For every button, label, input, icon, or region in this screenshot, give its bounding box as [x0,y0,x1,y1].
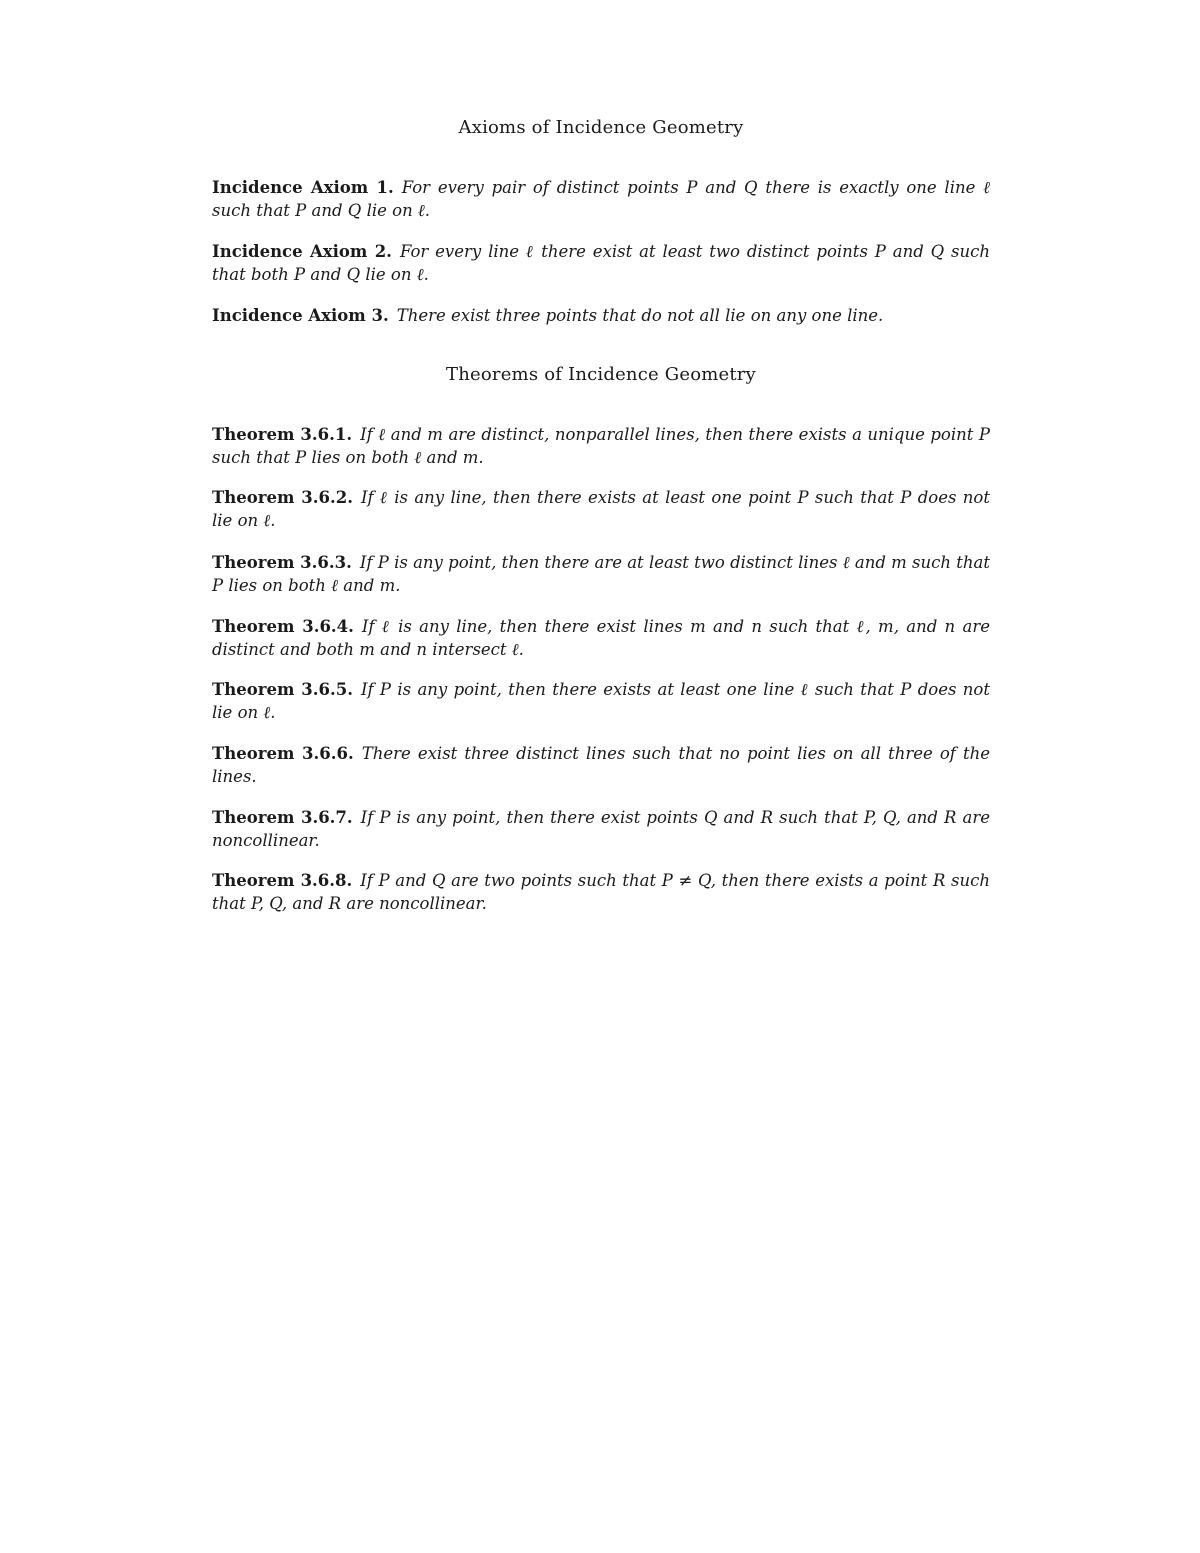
theorem-3-6-4 [212,615,990,661]
axiom-3 [212,304,990,327]
axiom-3-label: Incidence Axiom 3. [212,306,389,325]
theorems-section-title: Theorems of Incidence Geometry [446,364,756,385]
theorem-3-6-5 [212,678,990,724]
theorem-3-6-1-label: Theorem 3.6.1. [212,425,353,444]
theorem-3-6-3-label: Theorem 3.6.3. [212,553,352,572]
theorem-3-6-4-text: If ℓ is any line, then there exist lines m and n such that ℓ, m, and n are distinct and both m and n intersect ℓ. [212,617,990,659]
theorem-3-6-2-label: Theorem 3.6.2. [212,488,353,507]
theorem-3-6-8-label: Theorem 3.6.8. [212,871,353,890]
theorem-3-6-1-text: If ℓ and m are distinct, nonparallel lines, then there exists a unique point P such that P lies on both ℓ and m. [212,425,990,467]
axioms-section-title: Axioms of Incidence Geometry [458,117,744,138]
theorem-3-6-2-text: If ℓ is any line, then there exists at least one point P such that P does not lie on ℓ. [212,488,990,530]
theorem-3-6-6-text: There exist three distinct lines such that no point lies on all three of the lines. [212,744,990,786]
axiom-1 [212,176,990,222]
theorem-3-6-5-label: Theorem 3.6.5. [212,680,353,699]
theorem-3-6-4-label: Theorem 3.6.4. [212,617,354,636]
theorem-3-6-3-text: If P is any point, then there are at least two distinct lines ℓ and m such that P lies on both ℓ and m. [212,553,990,595]
theorem-3-6-7-text: If P is any point, then there exist points Q and R such that P, Q, and R are noncollinear. [212,808,990,850]
theorem-3-6-6 [212,742,990,788]
axiom-3-text: There exist three points that do not all lie on any one line. [396,306,884,325]
theorem-3-6-1 [212,423,990,469]
axiom-2 [212,240,990,286]
theorem-3-6-5-text: If P is any point, then there exists at least one line ℓ such that P does not lie on ℓ. [212,680,990,722]
axiom-2-label: Incidence Axiom 2. [212,242,392,261]
axiom-2-text: For every line ℓ there exist at least two distinct points P and Q such that both P and Q lie on ℓ. [212,242,990,284]
theorem-3-6-7 [212,806,990,852]
theorem-3-6-8 [212,869,990,915]
theorem-3-6-6-label: Theorem 3.6.6. [212,744,354,763]
theorem-3-6-8-text: If P and Q are two points such that P ≠ Q, then there exists a point R such that P, Q, and R are noncollinear. [212,871,990,913]
theorem-3-6-7-label: Theorem 3.6.7. [212,808,353,827]
theorem-3-6-2 [212,486,990,532]
axiom-1-text: For every pair of distinct points P and Q there is exactly one line ℓ such that P and Q lie on ℓ. [212,178,990,220]
theorem-3-6-3 [212,551,990,597]
axiom-1-label: Incidence Axiom 1. [212,178,394,197]
